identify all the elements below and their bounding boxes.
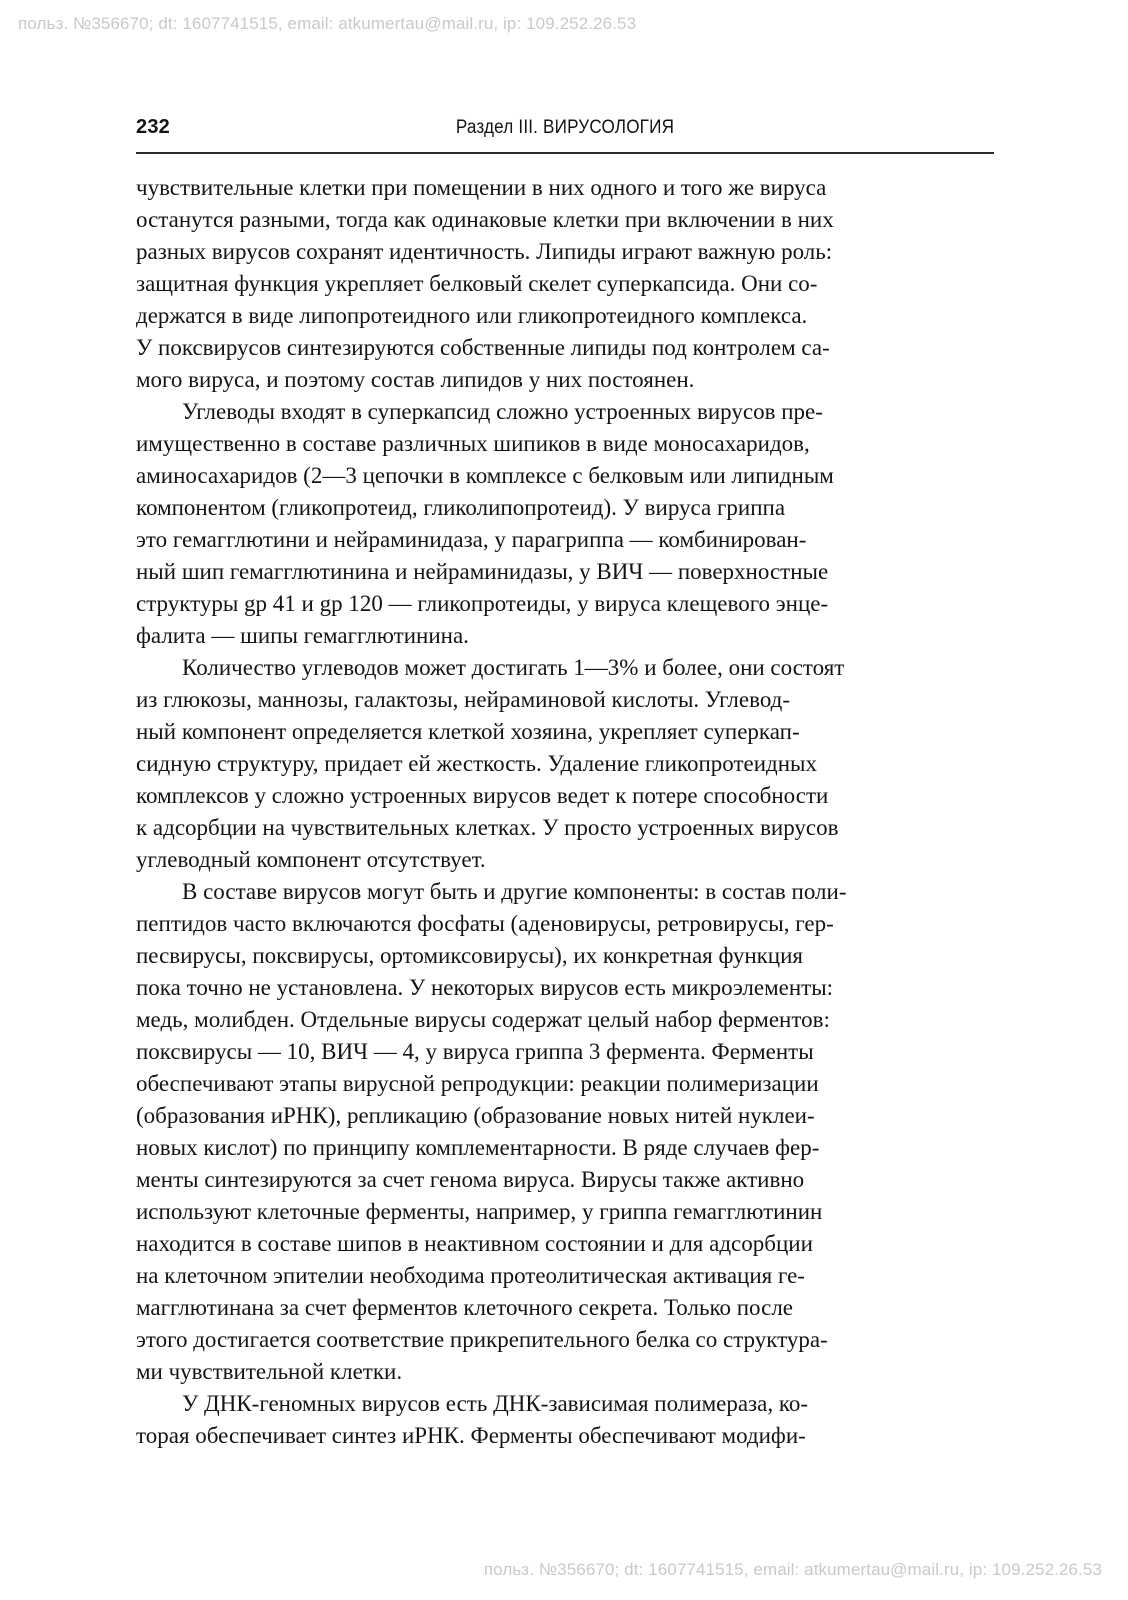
text-line: держатся в виде липопротеидного или гликопротеидного комплекса. bbox=[136, 303, 808, 328]
text-line: сидную структуру, придает ей жесткость. Удаление гликопротеидных bbox=[136, 751, 818, 776]
text-line: новых кислот) по принципу комплементарности. В ряде случаев фер- bbox=[136, 1135, 820, 1160]
text-line: ный компонент определяется клеткой хозяина, укрепляет суперкап- bbox=[136, 719, 800, 744]
paragraph bbox=[136, 876, 994, 1388]
text-line: это гемагглютини и нейраминидаза, у парагриппа — комбинирован- bbox=[136, 527, 807, 552]
text-line: фалита — шипы гемагглютинина. bbox=[136, 623, 469, 648]
paragraph bbox=[136, 1388, 994, 1452]
body-text bbox=[136, 172, 994, 1452]
paragraph bbox=[136, 172, 994, 396]
text-line: магглютинана за счет ферментов клеточного секрета. Только после bbox=[136, 1295, 794, 1320]
text-line: У ДНК-геномных вирусов есть ДНК-зависимая полимераза, ко- bbox=[182, 1391, 809, 1416]
text-line: на клеточном эпителии необходима протеолитическая активация ге- bbox=[136, 1263, 805, 1288]
text-line: к адсорбции на чувствительных клетках. У просто устроенных вирусов bbox=[136, 815, 839, 840]
text-line: медь, молибден. Отдельные вирусы содержат целый набор ферментов: bbox=[136, 1007, 830, 1032]
text-line: мого вируса, и поэтому состав липидов у них постоянен. bbox=[136, 367, 695, 392]
page-number: 232 bbox=[136, 116, 170, 138]
text-line: останутся разными, тогда как одинаковые клетки при включении в них bbox=[136, 207, 834, 232]
text-line: имущественно в составе различных шипиков в виде моносахаридов, bbox=[136, 431, 810, 456]
text-line: пептидов часто включаются фосфаты (аденовирусы, ретровирусы, гер- bbox=[136, 911, 834, 936]
text-line: Количество углеводов может достигать 1—3% и более, они состоят bbox=[182, 655, 845, 680]
text-line: разных вирусов сохранят идентичность. Липиды играют важную роль: bbox=[136, 239, 833, 264]
text-line: из глюкозы, маннозы, галактозы, нейраминовой кислоты. Углевод- bbox=[136, 687, 791, 712]
paragraph bbox=[136, 652, 994, 876]
text-line: менты синтезируются за счет генома вируса. Вирусы также активно bbox=[136, 1167, 805, 1192]
text-line: компонентом (гликопротеид, гликолипопротеид). У вируса гриппа bbox=[136, 495, 786, 520]
text-line: (образования иРНК), репликацию (образование новых нитей нуклеи- bbox=[136, 1103, 815, 1128]
text-line: используют клеточные ферменты, например, у гриппа гемагглютинин bbox=[136, 1199, 823, 1224]
page-header bbox=[136, 116, 994, 154]
running-head: Раздел III. ВИРУСОЛОГИЯ bbox=[455, 117, 675, 138]
text-line: У поксвирусов синтезируются собственные липиды под контролем са- bbox=[136, 335, 830, 360]
text-line: структуры gp 41 и gp 120 — гликопротеиды, у вируса клещевого энце- bbox=[136, 591, 829, 616]
text-line: В составе вирусов могут быть и другие компоненты: в состав поли- bbox=[182, 879, 847, 904]
text-line: обеспечивают этапы вирусной репродукции: реакции полимеризации bbox=[136, 1071, 819, 1096]
paragraph bbox=[136, 396, 994, 652]
text-line: поксвирусы — 10, ВИЧ — 4, у вируса гриппа 3 фермента. Ферменты bbox=[136, 1039, 814, 1064]
text-line: защитная функция укрепляет белковый скелет суперкапсида. Они со- bbox=[136, 271, 818, 296]
text-line: ми чувствительной клетки. bbox=[136, 1359, 403, 1384]
text-line: комплексов у сложно устроенных вирусов ведет к потере способности bbox=[136, 783, 829, 808]
text-line: Углеводы входят в суперкапсид сложно устроенных вирусов пре- bbox=[182, 399, 823, 424]
watermark-top: польз. №356670; dt: 1607741515, email: atkumertau@mail.ru, ip: 109.252.26.53 bbox=[18, 14, 637, 33]
text-line: чувствительные клетки при помещении в них одного и того же вируса bbox=[136, 175, 827, 200]
text-line: песвирусы, поксвирусы, ортомиксовирусы), их конкретная функция bbox=[136, 943, 803, 968]
watermark-bottom: польз. №356670; dt: 1607741515, email: atkumertau@mail.ru, ip: 109.252.26.53 bbox=[483, 1560, 1102, 1579]
text-line: пока точно не установлена. У некоторых вирусов есть микроэлементы: bbox=[136, 975, 834, 1000]
text-line: аминосахаридов (2—3 цепочки в комплексе с белковым или липидным bbox=[136, 463, 834, 488]
text-line: находится в составе шипов в неактивном состоянии и для адсорбции bbox=[136, 1231, 813, 1256]
text-line: ный шип гемагглютинина и нейраминидазы, у ВИЧ — поверхностные bbox=[136, 559, 829, 584]
text-line: торая обеспечивает синтез иРНК. Ферменты обеспечивают модифи- bbox=[136, 1423, 806, 1448]
text-line: углеводный компонент отсутствует. bbox=[136, 847, 486, 872]
text-line: этого достигается соответствие прикрепительного белка со структура- bbox=[136, 1327, 828, 1352]
